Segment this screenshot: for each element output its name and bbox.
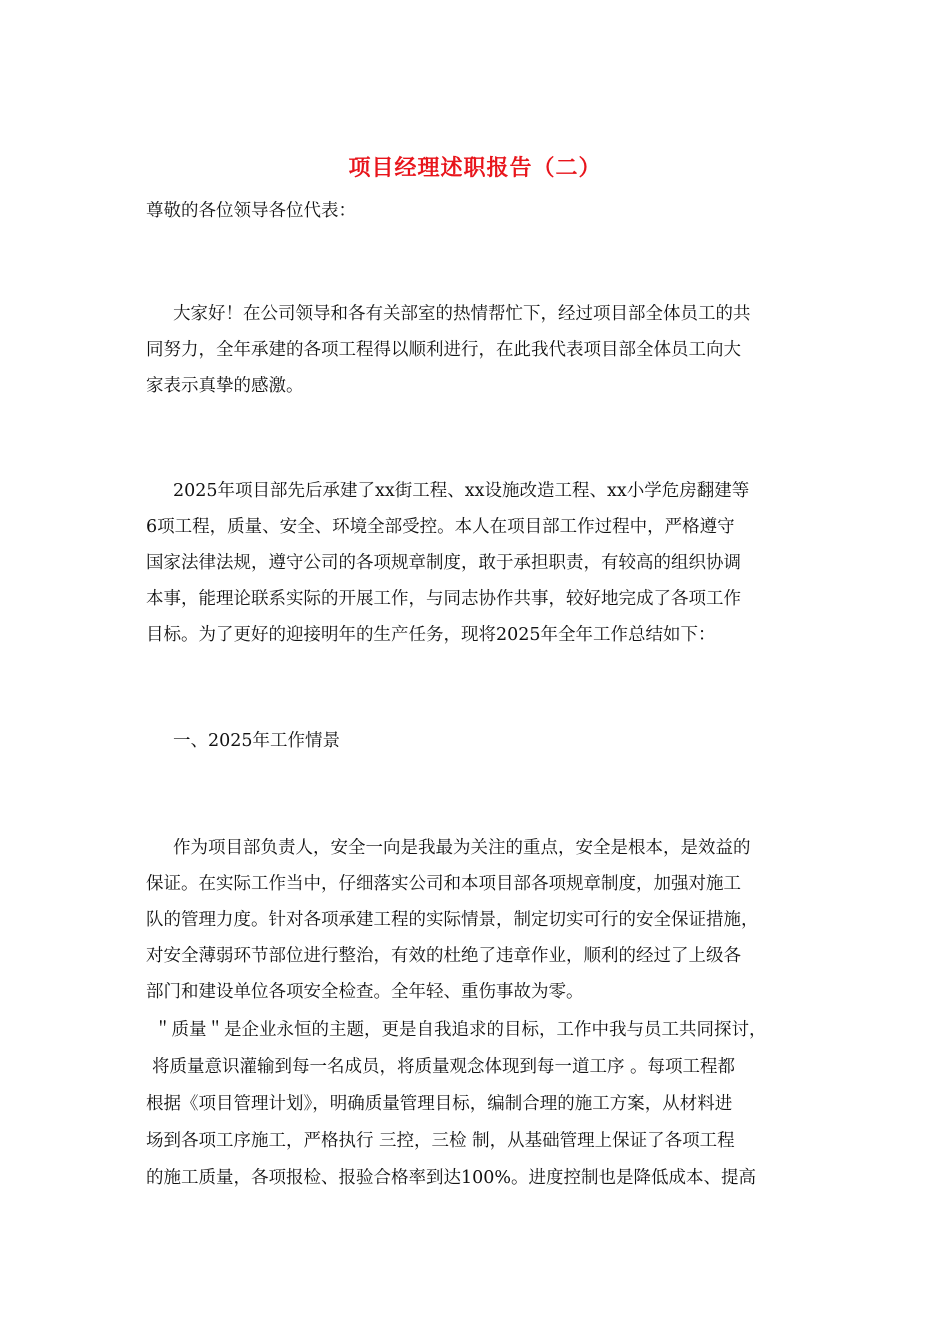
paragraph-line: 队的管理力度。针对各项承建工程的实际情景，制定切实可行的安全保证措施，	[146, 910, 759, 930]
paragraph-line: ＂质量＂是企业永恒的主题，更是自我追求的目标，工作中我与员工共同探讨，	[154, 1020, 767, 1040]
paragraph-line: 的施工质量，各项报检、报验合格率到达100%。进度控制也是降低成本、提高	[146, 1168, 757, 1188]
paragraph-line: 保证。在实际工作当中，仔细落实公司和本项目部各项规章制度，加强对施工	[146, 874, 741, 894]
section-heading: 一、2025年工作情景	[173, 731, 341, 751]
paragraph-line: 本事，能理论联系实际的开展工作，与同志协作共事，较好地完成了各项工作	[146, 589, 741, 609]
paragraph-line: 国家法律法规，遵守公司的各项规章制度，敢于承担职责，有较高的组织协调	[146, 553, 741, 573]
paragraph-line: 2025年项目部先后承建了xx街工程、xx设施改造工程、xx小学危房翻建等	[173, 481, 750, 501]
paragraph-line: 同努力，全年承建的各项工程得以顺利进行，在此我代表项目部全体员工向大	[146, 340, 741, 360]
paragraph-line: 将质量意识灌输到每一名成员，将质量观念体现到每一道工序 。每项工程都	[152, 1057, 736, 1077]
paragraph-line: 场到各项工序施工，严格执行 三控，三检 制，从基础管理上保证了各项工程	[146, 1131, 735, 1151]
paragraph-line: 目标。为了更好的迎接明年的生产任务，现将2025年全年工作总结如下：	[146, 625, 716, 645]
salutation: 尊敬的各位领导各位代表：	[146, 201, 356, 221]
paragraph-line: 家表示真挚的感激。	[146, 376, 304, 396]
document-title: 项目经理述职报告（二）	[348, 155, 602, 181]
paragraph-line: 作为项目部负责人，安全一向是我最为关注的重点，安全是根本，是效益的	[173, 838, 751, 858]
paragraph-line: 部门和建设单位各项安全检查。全年轻、重伤事故为零。	[146, 982, 584, 1002]
paragraph-line: 6项工程，质量、安全、环境全部受控。本人在项目部工作过程中，严格遵守	[146, 517, 735, 537]
paragraph-line: 大家好！在公司领导和各有关部室的热情帮忙下，经过项目部全体员工的共	[173, 304, 751, 324]
paragraph-line: 对安全薄弱环节部位进行整治，有效的杜绝了违章作业，顺利的经过了上级各	[146, 946, 741, 966]
paragraph-line: 根据《项目管理计划》，明确质量管理目标，编制合理的施工方案，从材料进	[146, 1094, 733, 1114]
